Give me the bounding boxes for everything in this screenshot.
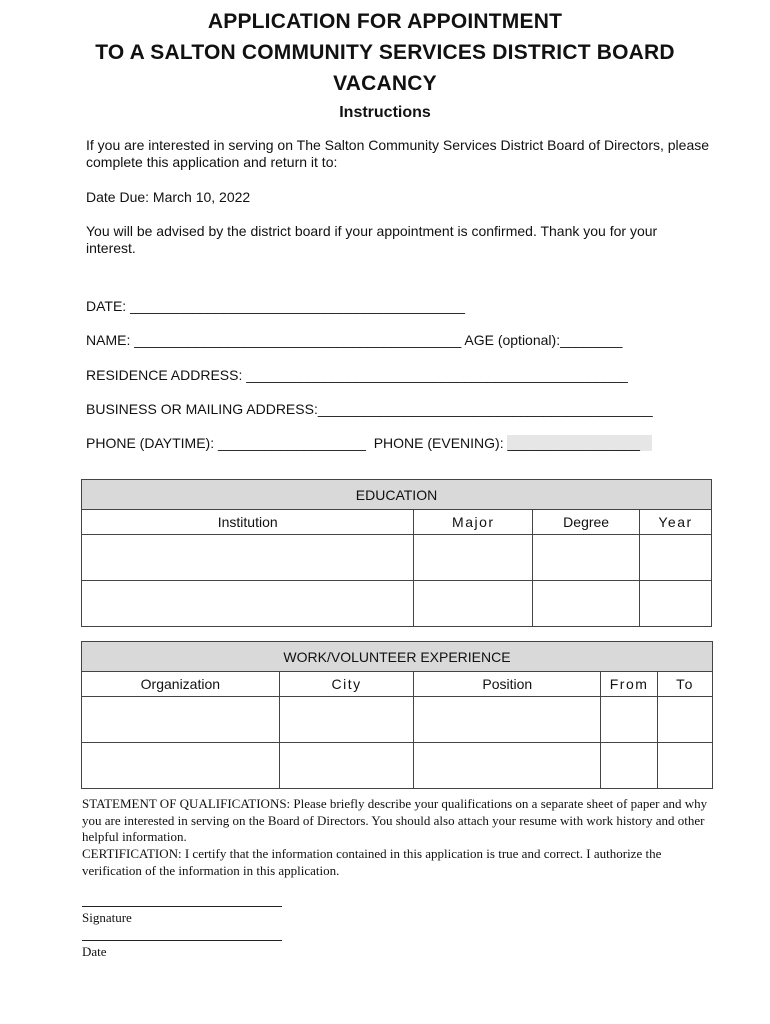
education-cell[interactable] bbox=[533, 535, 640, 581]
work-experience-table bbox=[81, 641, 713, 789]
date-line[interactable] bbox=[82, 940, 282, 941]
education-cell[interactable] bbox=[414, 535, 533, 581]
advisory-text: You will be advised by the district board if your appointment is confirmed. Thank you for your interest. bbox=[86, 223, 658, 256]
date-label: Date bbox=[82, 944, 107, 959]
education-cell[interactable] bbox=[414, 581, 533, 627]
phone-evening-label: PHONE (EVENING): bbox=[373, 435, 504, 451]
signature-label: Signature bbox=[82, 910, 132, 925]
instructions-heading: Instructions bbox=[339, 104, 431, 121]
education-cell[interactable] bbox=[640, 535, 712, 581]
name-field[interactable]: NAME: __________________________________________ bbox=[86, 332, 462, 348]
col-from: From bbox=[601, 672, 658, 697]
education-table bbox=[81, 479, 712, 627]
qualifications-statement: STATEMENT OF QUALIFICATIONS: Please briefly describe your qualifications on a separate sheet of paper and why you are interested in serving on the Board of Directors. You should also attach your resume with work history and other helpful information. bbox=[82, 796, 708, 844]
title-line-3: VACANCY bbox=[333, 72, 437, 95]
work-heading: WORK/VOLUNTEER EXPERIENCE bbox=[82, 642, 713, 672]
work-cell[interactable] bbox=[279, 697, 414, 743]
certification-statement: CERTIFICATION: I certify that the information contained in this application is true and correct. I authorize the verification of the information in this application. bbox=[82, 846, 662, 878]
col-city: City bbox=[279, 672, 414, 697]
work-cell[interactable] bbox=[601, 743, 658, 789]
title-line-1: APPLICATION FOR APPOINTMENT bbox=[207, 10, 563, 33]
date-due: Date Due: March 10, 2022 bbox=[86, 189, 251, 205]
phone-row bbox=[86, 435, 652, 451]
work-cell[interactable] bbox=[82, 743, 280, 789]
work-cell[interactable] bbox=[279, 743, 414, 789]
col-to: To bbox=[658, 672, 713, 697]
work-cell[interactable] bbox=[414, 697, 601, 743]
date-field[interactable]: DATE: ___________________________________________ bbox=[86, 298, 465, 314]
work-cell[interactable] bbox=[82, 697, 280, 743]
col-year: Year bbox=[640, 510, 712, 535]
education-cell[interactable] bbox=[82, 581, 414, 627]
age-field[interactable]: AGE (optional):________ bbox=[461, 332, 623, 348]
col-organization: Organization bbox=[82, 672, 280, 697]
phone-evening-field[interactable]: _________________ bbox=[507, 435, 651, 451]
name-age-row bbox=[86, 332, 622, 348]
work-cell[interactable] bbox=[601, 697, 658, 743]
col-institution: Institution bbox=[82, 510, 414, 535]
residence-address-field[interactable]: RESIDENCE ADDRESS: _________________________________________________ bbox=[86, 367, 628, 383]
education-heading: EDUCATION bbox=[82, 480, 712, 510]
education-cell[interactable] bbox=[533, 581, 640, 627]
work-cell[interactable] bbox=[414, 743, 601, 789]
phone-daytime-field[interactable]: PHONE (DAYTIME): ___________________ bbox=[86, 435, 366, 451]
col-major: Major bbox=[414, 510, 533, 535]
signature-line[interactable] bbox=[82, 906, 282, 907]
work-cell[interactable] bbox=[658, 743, 713, 789]
col-position: Position bbox=[414, 672, 601, 697]
education-cell[interactable] bbox=[82, 535, 414, 581]
education-cell[interactable] bbox=[640, 581, 712, 627]
form-title bbox=[0, 6, 770, 99]
business-address-field[interactable]: BUSINESS OR MAILING ADDRESS:___________________________________________ bbox=[86, 401, 653, 417]
work-cell[interactable] bbox=[658, 697, 713, 743]
col-degree: Degree bbox=[533, 510, 640, 535]
instructions-intro: If you are interested in serving on The Salton Community Services District Board of Directors, please complete this application and return it to: bbox=[86, 137, 710, 170]
title-line-2: TO A SALTON COMMUNITY SERVICES DISTRICT BOARD bbox=[95, 41, 675, 64]
